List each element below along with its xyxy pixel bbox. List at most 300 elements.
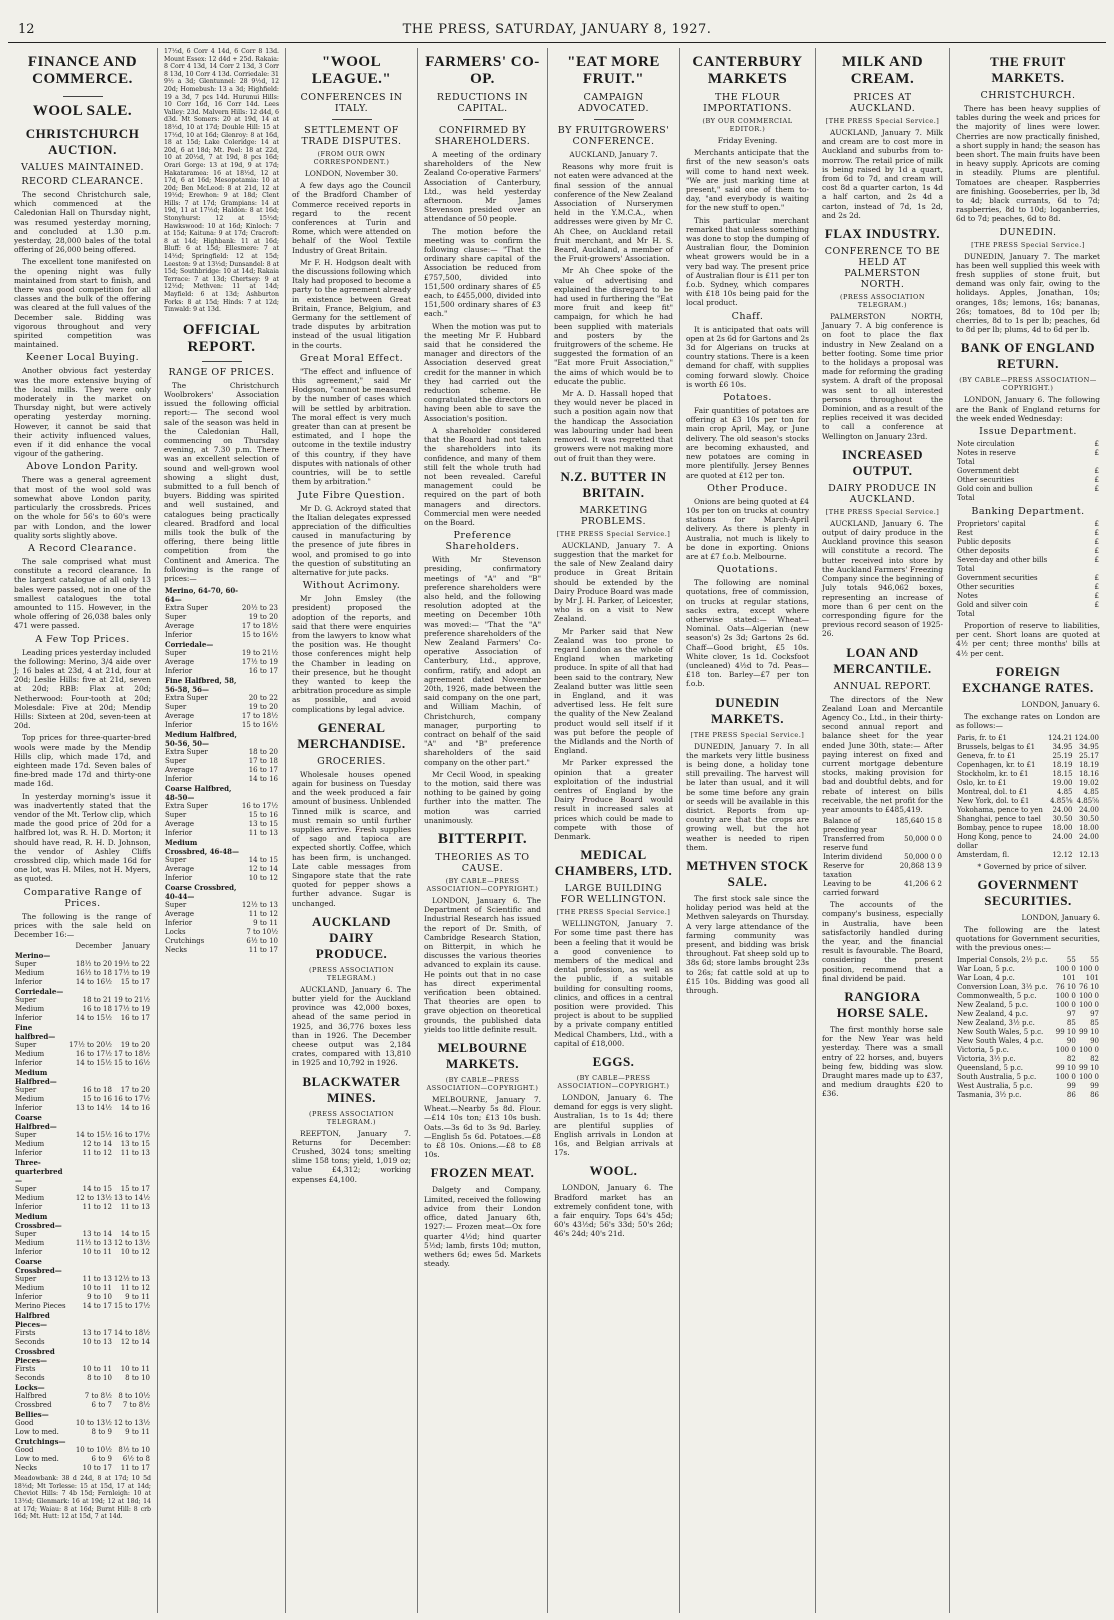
listing-text: 17½d, 6 Corr 4 14d, 6 Corr 8 13d. Mount Essex: 12 d4d + 25d. Rakaia: 8 Corr 4 13d, 14 Corr 2 13d, 3 Corr 8 13d, 10 Corr 4 13d. Corriedale: 31 9½ a 3d; Glentunnel: 28 9½d, 12 20d; Homebush: 13 a 3d; Highfield: 19 a 3d, 7 pcs 14d. Hurunui Hills: 10 Corr 16d, 16 Corr 14d. Lees Valley: 23d. Malvern Hills: 12 d4d, 6 d3d. Mt Somers: 20 at 19d, 14 at 18½d, 10 at 17d; Double Hill: 15 at 17½d, 10 at 16d; Glenroy: 8 at 16d, 18 at 15d; Lake Coleridge: 14 at 20d, 6 at 18d; Mt. Peel: 18 at 22d, 10 at 20½d, 7 at 19d, 8 pcs 16d; Orari Gorge: 13 at 19d, 9 at 17d; Hakataramea: 16 at 18½d, 12 at 17d, 6 at 16d; Mesopotamia: 10 at 20d; Ben McLeod: 8 at 21d, 12 at 19½d; Erewhon: 9 at 18d; Clent Hills: 7 at 17d; Grampians: 14 at 19d, 11 at 17½d; Haldon: 8 at 16d; Stonyhurst: 12 at 15½d; Hawkswood: 10 at 16d; Kinloch: 7 at 15d; Kaituna: 9 at 17d; Cracroft: 8 at 14d; Highbank: 11 at 16d; Bluff: 6 at 15d; Ellesmere: 7 at 14½d; Springfield: 12 at 15d; Leeston: 9 at 13½d; Dunsandel: 8 at 15d; Southbridge: 10 at 14d; Rakaia Terrace: 7 at 13d; Chertsey: 9 at 12½d; Methven: 11 at 14d; Mayfield: 6 at 13d; Ashburton Forks: 8 at 15d; Hinds: 7 at 12d; Tinwald: 9 at 13d.	[164, 48, 279, 314]
row-value: 50,000 0 0	[904, 853, 942, 862]
row-label: Super	[15, 1185, 37, 1194]
row-label: War Loan, 4 p.c.	[957, 973, 1015, 982]
row-value	[113, 1257, 151, 1275]
subhead: A Few Top Prices.	[35, 633, 130, 645]
row-label: Super	[15, 1131, 37, 1140]
paragraph: The exchange rates on London are as follows:—	[956, 712, 1100, 731]
row-value: 4.85⅝	[1076, 796, 1099, 805]
subhead: DUNEDIN.	[999, 226, 1057, 238]
subhead: REDUCTIONS IN CAPITAL.	[436, 92, 529, 114]
table-row	[956, 1010, 1100, 1019]
credit: (PRESS ASSOCIATION TELEGRAM.)	[308, 1109, 395, 1126]
row-value: 16 to 17	[120, 1014, 150, 1023]
subhead: CONFERENCES IN ITALY.	[300, 92, 403, 114]
row-value: 14 to 15	[248, 856, 278, 865]
table-row	[14, 1311, 151, 1329]
table-row	[956, 1001, 1100, 1010]
row-value	[113, 1158, 151, 1185]
row-label: Necks	[15, 1464, 38, 1473]
row-value: 12 to 13½	[75, 1194, 112, 1203]
row-value: 14 to 15½	[75, 1131, 112, 1140]
row-value	[68, 1158, 113, 1185]
row-value: 124.00	[1074, 733, 1099, 742]
paragraph: DUNEDIN, January 7. The market has been well supplied this week with fresh supplies of stone fruit, but demand was only fair, owing to the holidays. Apples, Jonathan, 10s; oranges, 18s; lemons, 16s; bananas, 26s; tomatoes, 8d to 10d per lb; cherries, 8d to 1s per lb; peaches, 6d to 8d per lb; plums, 4d to 6d per lb.	[956, 251, 1100, 335]
row-value: 17½ to 19	[241, 658, 278, 667]
paragraph: Merchants anticipate that the first of the new season's oats will come to hand next week. "We are just marking time at present," said one of them to-day, "and everybody is waiting for the new stuff to open."	[686, 148, 809, 213]
table-row	[14, 1293, 151, 1302]
row-value: 10 to 10½	[75, 1446, 112, 1455]
row-value: 86	[1090, 1090, 1099, 1099]
row-value: 99 10	[1055, 1027, 1076, 1036]
row-value: 18 to 21	[82, 996, 112, 1005]
credit: (BY CABLE—PRESS ASSOCIATION—COPYRIGHT.)	[426, 1076, 539, 1093]
row-value: 19.00	[1052, 778, 1073, 787]
row-value: 8 to 9	[91, 1428, 112, 1437]
paragraph: The second Christchurch sale, which commenced at the Caledonian Hall on Thursday night, was resumed yesterday morning, and concluded at 1.30 p.m. yesterday, 28,000 bales of the total offering of 26,000 being offered.	[14, 190, 151, 255]
row-label: Medium	[15, 1050, 45, 1059]
row-label: Seconds	[15, 1374, 45, 1383]
row-label: Super	[15, 1041, 37, 1050]
row-value	[241, 676, 279, 694]
paragraph: Leading prices yesterday included the following: Merino, 3/4 aide over J; 16 bales at 23d, 4 at 21d, four at 20d; Leslie Hills: five at 21d, seven at 20d; RBB: Flax at 20d; Netherwood: Four-tooth at 20d; Molesdale: Five at 20d; Mendip Hills: Sixteen at 20d, seven-teen at 20d.	[14, 647, 152, 731]
table-row	[14, 1446, 151, 1455]
row-value: 82	[1066, 1054, 1076, 1063]
subhead: Potatoes.	[723, 392, 772, 404]
row-value: 13 to 17	[82, 1329, 112, 1338]
table-row	[956, 992, 1100, 1001]
table-row	[956, 1019, 1100, 1028]
row-label: Average	[165, 712, 195, 721]
row-label: Gold coin and bullion	[957, 485, 1033, 494]
row-value: 10 to 11	[120, 1365, 150, 1374]
table-row	[956, 788, 1100, 797]
row-value: £	[1094, 601, 1099, 610]
subhead: CAMPAIGN ADVOCATED.	[578, 92, 649, 114]
official-price-table	[164, 586, 279, 955]
table-row	[956, 458, 1100, 467]
headline: MEDICAL CHAMBERS, LTD.	[554, 847, 673, 879]
row-label: Super	[165, 613, 187, 622]
headline: N.Z. BUTTER IN BRITAIN.	[560, 468, 667, 500]
table-row	[164, 712, 279, 721]
headline: METHVEN STOCK SALE.	[686, 858, 809, 889]
table-row	[14, 1185, 151, 1194]
paragraph: Wholesale houses opened again for business on Tuesday and the week produced a fair amount of business. Unblended Tinned milk is scarce, and must remain so until further supplies arrive. Fresh supplies of sago and tapioca are expected shortly. Coffee, which has been firm, is unchanged. Late cable messages from Singapore state that the rate quoted for pepper shows a further advance. Sugar is unchanged.	[292, 769, 411, 908]
subhead: CONFERENCE TO BE HELD AT PALMERSTON NORTH.	[824, 246, 941, 291]
table-row	[14, 1068, 151, 1086]
credit: (PRESS ASSOCIATION TELEGRAM.)	[839, 293, 926, 310]
table-row	[14, 1131, 151, 1140]
table-row	[14, 996, 151, 1005]
paragraph: When the motion was put to the meeting Mr F. Hubbard said that he considered the manager and directors of the Association deserved great credit for the manner in which they had carried out the reduction scheme. He congratulated the directors on having been able to save the Association's position.	[424, 321, 541, 423]
row-value	[68, 1383, 113, 1392]
headline: BANK OF ENGLAND RETURN.	[960, 340, 1096, 372]
row-label: Inferior	[15, 1203, 43, 1212]
row-value: 19 to 20	[248, 703, 278, 712]
table-row	[14, 1464, 151, 1473]
table-row	[956, 476, 1100, 485]
row-value: 16 to 17½	[113, 1095, 150, 1104]
table-row	[956, 574, 1100, 583]
row-value: 11 to 13	[120, 1203, 150, 1212]
row-value: 99	[1066, 1081, 1076, 1090]
headline: GENERAL MERCHANDISE.	[297, 719, 406, 751]
row-value	[68, 1257, 113, 1275]
subhead: Quotations.	[716, 564, 779, 576]
row-label: Super	[165, 757, 187, 766]
table-row	[14, 1113, 151, 1131]
row-value: £	[1094, 476, 1099, 485]
row-value	[113, 1023, 151, 1041]
row-value: 8 to 10	[125, 1374, 150, 1383]
headline: RANGIORA HORSE SALE.	[836, 988, 929, 1020]
table-row	[956, 1082, 1100, 1091]
paragraph: PALMERSTON NORTH, January 7. A big conference is on foot to place the flax industry in New Zealand on a better footing. Some time prior to the holidays a proposal was made for reforming the grading system. A draft of the proposal was sent to all interested persons throughout the Dominion, and as a result of the replies received it was decided to call a conference at Wellington on January 23rd.	[822, 312, 943, 441]
row-label: Queensland, 5 p.c.	[957, 1063, 1024, 1072]
paragraph: LONDON, January 6. The Bradford market has an extremely confident tone, with a fair enquiry. Tops 64's 45d; 60's 43½d; 56's 33d; 50's 26d; 46's 24d; 40's 21d.	[554, 1183, 673, 1239]
table-row	[164, 865, 279, 874]
subhead: Chaff.	[731, 310, 764, 322]
row-value: 124.21	[1048, 733, 1073, 742]
row-value: 15 to 16	[248, 811, 278, 820]
row-value	[68, 1410, 113, 1419]
paragraph: Mr Parker expressed the opinion that a greater exploitation of the industrial centres of England by the Dairy Produce Board would result in increased sales at prices which could be made to compete with those of Denmark.	[554, 758, 673, 841]
column-wool-league	[286, 48, 418, 1613]
row-value: 10 to 13½	[75, 1419, 112, 1428]
row-value: 19 to 20	[248, 613, 278, 622]
row-label: Inferior	[15, 1014, 43, 1023]
row-value: 9 to 11	[125, 1428, 150, 1437]
paragraph: A shareholder considered that the Board had not taken the shareholders into its confidence, and many of them still felt the whole truth had not been revealed. Careful management could be required on the part of both managers and directors. Commercial men were needed on the Board.	[424, 425, 541, 527]
paragraph: There has been heavy supplies of tables during the week and prices for the majority of lines were lower. Cherries are now practically finished, a short supply in hand; the season has been short. The main fruits have been in heavy supply. Apricots are coming in steadily. Plums are plentiful. Tomatoes are cheaper. Raspberries are finishing. Gooseberries, per lb, 3d to 4d; black currants, 6d to 7d; raspberries, 8d to 10d; loganberries, 6d to 7d; peaches, 6d to 8d.	[956, 104, 1100, 224]
row-value: 18.19	[1078, 760, 1099, 769]
row-label: Government debt	[957, 467, 1020, 476]
row-label: Victoria, 3½ p.c.	[957, 1054, 1016, 1063]
row-value	[241, 883, 279, 901]
row-label: New York, dol. to £1	[957, 796, 1030, 805]
row-value	[113, 1383, 151, 1392]
subhead: Preference Shareholders.	[445, 530, 520, 553]
table-row	[14, 1140, 151, 1149]
row-value: 99 10	[1078, 1027, 1099, 1036]
headline-christchurch-auction: CHRISTCHURCH AUCTION.	[25, 126, 140, 157]
row-value: 9 to 11	[125, 1293, 150, 1302]
headline: DUNEDIN MARKETS.	[711, 694, 784, 726]
row-value: £	[1094, 485, 1099, 494]
row-value: 100 0	[1055, 1000, 1076, 1009]
row-value: 12 to 14	[120, 1338, 150, 1347]
table-row	[956, 1046, 1100, 1055]
table-row	[956, 440, 1100, 449]
headline: BITTERPIT.	[437, 831, 528, 848]
row-value: £	[1094, 449, 1099, 458]
row-value: 17½ to 19	[113, 969, 150, 978]
row-value	[113, 1113, 151, 1131]
row-label: Medium	[15, 1005, 45, 1014]
row-value: 100 0	[1078, 1000, 1099, 1009]
row-value: 97	[1090, 1009, 1099, 1018]
row-value: 10 to 12	[248, 874, 278, 883]
row-value: £	[1094, 547, 1099, 556]
row-value: 10 to 11	[82, 1365, 112, 1374]
subhead: THEORIES AS TO CAUSE.	[435, 852, 530, 875]
divider	[594, 119, 634, 120]
row-label: Total	[957, 610, 975, 619]
table-row	[822, 880, 943, 898]
row-label: Tasmania, 3½ p.c.	[957, 1090, 1022, 1099]
table-row	[14, 1383, 151, 1392]
table-row	[14, 1041, 151, 1050]
row-label: Coarse Crossbred—	[15, 1257, 62, 1276]
row-value	[68, 1212, 113, 1230]
table-row	[14, 1086, 151, 1095]
row-value	[1089, 494, 1100, 503]
row-label: Fine halfbred—	[15, 1023, 56, 1042]
row-value: 18.15	[1052, 769, 1073, 778]
subhead: Great Moral Effect.	[299, 352, 404, 364]
row-label: Super	[15, 1275, 37, 1284]
row-label: Halfbred	[15, 1392, 47, 1401]
row-label: Super	[165, 811, 187, 820]
row-value: 17½ to 20½	[69, 1041, 112, 1050]
row-value: 185,640 15 8	[895, 817, 942, 826]
table-row	[822, 817, 943, 835]
row-value: 100 0	[1078, 1072, 1099, 1081]
row-value: 14 to 15	[120, 1230, 150, 1239]
row-value	[241, 640, 279, 649]
row-value: 8 to 10½	[118, 1392, 150, 1401]
paragraph: Fair quantities of potatoes are offering at £3 10s per ton for main crop April, May, or June delivery. The old season's stocks are becoming exhausted, and new potatoes are coming in more plentifully. Jersey Bennes are quoted at £12 per ton.	[686, 406, 809, 480]
row-value: 15 to 17	[120, 1185, 150, 1194]
row-value: 41,206 6 2	[904, 880, 942, 889]
dateline: Friday Evening.	[717, 136, 778, 145]
row-value: 100 0	[1078, 1045, 1099, 1054]
credit: (BY CABLE—PRESS ASSOCIATION—COPYRIGHT.)	[557, 1074, 670, 1091]
headline-wool-league: "WOOL LEAGUE."	[311, 54, 392, 87]
row-value: 11 to 17	[120, 1464, 150, 1473]
table-row	[164, 703, 279, 712]
row-label: Copenhagen, kr. to £1	[957, 760, 1036, 769]
row-label: Geneva, fr. to £1	[957, 751, 1016, 760]
row-value: 7 to 8½	[122, 1401, 150, 1410]
row-value: 18.00	[1078, 823, 1099, 832]
table-row	[164, 919, 279, 928]
row-label: Super	[15, 1086, 37, 1095]
row-value: 10 to 12	[120, 1248, 150, 1257]
row-value: 14 to 17	[82, 1302, 112, 1311]
credit: [THE PRESS Special Service.]	[556, 529, 671, 538]
table-row	[956, 743, 1100, 752]
table-row	[164, 802, 279, 811]
row-label: Crossbred Pieces—	[15, 1347, 55, 1366]
row-value: 25.19	[1052, 751, 1073, 760]
row-label: Other deposits	[957, 547, 1010, 556]
row-label: Merino Pieces	[15, 1302, 66, 1311]
row-value: 50,000 0 0	[904, 835, 942, 844]
row-value: 9 to 11	[253, 919, 278, 928]
subhead: LARGE BUILDING FOR WELLINGTON.	[560, 883, 667, 906]
row-label: Oslo, kr. to £1	[957, 778, 1007, 787]
row-label: Good	[15, 1446, 34, 1455]
row-value	[113, 951, 151, 960]
row-value: 20 to 22	[248, 694, 278, 703]
table-row	[14, 1104, 151, 1113]
row-label: Inferior	[15, 1149, 43, 1158]
row-value: 99	[1090, 1081, 1099, 1090]
row-value: 18.00	[1052, 823, 1073, 832]
table-row	[956, 583, 1100, 592]
gov-securities-table	[956, 956, 1100, 1100]
divider	[63, 96, 103, 97]
paragraph: The sale comprised what must constitute a record clearance. In the largest catalogue of all only 13 bales were passed, not in one of the smallest catalogues the total amounted to 115. However, in the whole offering of 26,038 bales only 471 were passed.	[14, 556, 151, 631]
row-value: 85	[1066, 1018, 1076, 1027]
row-value: 4.85	[1083, 787, 1099, 796]
row-label: New Zealand, 5 p.c.	[957, 1000, 1029, 1009]
row-value: 11 to 12	[248, 910, 278, 919]
row-label: Super	[165, 703, 187, 712]
headline: INCREASED OUTPUT.	[841, 446, 924, 478]
row-label: Inferior	[15, 1104, 43, 1113]
row-label: Medium	[15, 969, 45, 978]
subhead: Other Produce.	[707, 482, 788, 494]
table-row	[14, 1302, 151, 1311]
row-label: Good	[15, 1419, 34, 1428]
row-value: 13 to 14½	[75, 1104, 112, 1113]
row-label: Firsts	[15, 1365, 36, 1374]
row-value: 85	[1090, 1018, 1099, 1027]
row-label: Coarse Crossbred, 40-44—	[165, 883, 237, 902]
row-label: Rest	[957, 529, 973, 538]
row-value: 20½ to 23	[241, 604, 278, 613]
column-milk-and-cream	[816, 48, 950, 1613]
table-row	[164, 640, 279, 649]
subhead: Keener Local Buying.	[25, 352, 140, 364]
dateline: LONDON, January 6.	[1021, 912, 1100, 922]
table-row	[14, 1455, 151, 1464]
row-label: New Zealand, 4 p.c.	[957, 1009, 1029, 1018]
row-label: New South Wales, 4 p.c.	[957, 1036, 1044, 1045]
table-row	[956, 851, 1100, 860]
table-row	[956, 529, 1100, 538]
table-row	[164, 910, 279, 919]
row-label: Average	[165, 820, 195, 829]
table-row	[14, 1050, 151, 1059]
row-value: 14 to 15½	[75, 1059, 112, 1068]
paragraph: DUNEDIN, January 7. In all the markets very little business is being done, a holiday tone still prevailing. The harvest will be later than usual, and it will be some time before any grain or seeds will be available in this district. Reports from up-country are that the crops are growing well, but the hot weather is needed to ripen them.	[686, 741, 809, 852]
range-col-header: December	[75, 942, 112, 951]
row-value: 13 to 14	[82, 1230, 112, 1239]
row-label: Total	[957, 565, 975, 574]
paragraph: Mr D. G. Ackroyd stated that the Italian delegates expressed appreciation of the difficulties caused in manufacturing by the presence of jute fibres in wool, and promised to go into the question of substituting an alternative for jute packs.	[292, 503, 411, 577]
table-row	[956, 761, 1100, 770]
row-label: Coarse Halfbred, 48-50—	[165, 784, 232, 803]
table-row	[14, 1410, 151, 1419]
row-value: 34.95	[1078, 742, 1099, 751]
table-row	[14, 951, 151, 960]
subhead-record: RECORD CLEARANCE.	[21, 176, 144, 187]
column-eat-more-fruit	[548, 48, 680, 1613]
row-label: Inferior	[15, 1248, 43, 1257]
row-value: 18.16	[1078, 769, 1099, 778]
row-value: 6 to 9	[91, 1455, 112, 1464]
row-value: 13 to 15	[248, 820, 278, 829]
row-value: 15 to 17	[120, 978, 150, 987]
table-row	[14, 1284, 151, 1293]
row-value: 100 0	[1055, 964, 1076, 973]
row-value: 16 to 18	[82, 1086, 112, 1095]
row-value	[68, 1068, 113, 1086]
row-value: 19.02	[1078, 778, 1099, 787]
subhead: Jute Fibre Question.	[297, 489, 406, 501]
table-row	[14, 1392, 151, 1401]
row-label: Extra Super	[165, 802, 208, 811]
paragraph: Mr Cecil Wood, in speaking to the motion, said there was nothing to be gained by going further into the matter. The motion was carried unanimously.	[424, 769, 541, 825]
row-value: 15 to 16½	[113, 1059, 150, 1068]
paragraph: Mr A. D. Hassall hoped that they would never be placed in such a position again now that the handicap the Association was labouring under had been removed. It was regretted that growers were not making more out of fruit than they were.	[554, 389, 673, 463]
row-label: New Zealand, 3½ p.c.	[957, 1018, 1035, 1027]
row-label: Balance of preceding year	[823, 817, 877, 835]
subhead-range-of-prices: RANGE OF PRICES.	[168, 366, 275, 378]
row-value	[241, 730, 279, 748]
row-value	[113, 987, 151, 996]
row-value: 17 to 20	[120, 1086, 150, 1095]
row-value	[113, 1437, 151, 1446]
row-value: 17 to 18½	[113, 1050, 150, 1059]
row-value	[68, 987, 113, 996]
table-row	[822, 853, 943, 862]
row-value: 6½ to 10	[246, 937, 278, 946]
row-value: 4.85⅝	[1050, 796, 1073, 805]
table-row	[14, 1212, 151, 1230]
headline: AUCKLAND DAIRY PRODUCE.	[311, 913, 392, 961]
headline: CANTERBURY MARKETS	[692, 54, 803, 87]
divider	[463, 119, 503, 120]
row-label: Seconds	[15, 1338, 45, 1347]
table-row	[14, 978, 151, 987]
paragraph: Mr John Emsley (the president) proposed the adoption of the reports, and said that there were enquiries from the lawyers to know what the position was. He thought those conferences might help the Chamber in leading on their presence, but he thought they wanted to keep the arbitration procedure as simple as possible, and avoid complications by legal advice.	[292, 594, 411, 714]
row-label: Inferior	[165, 874, 193, 883]
table-row	[14, 1230, 151, 1239]
paragraph: LONDON, January 6. The following are the Bank of England returns for the week ended Wednesday:	[956, 395, 1100, 423]
row-label: Yokohama, pence to yen	[957, 805, 1043, 814]
row-value: 14 to 16	[120, 1104, 150, 1113]
table-row	[822, 835, 943, 853]
row-label: Medium	[15, 1095, 45, 1104]
row-label: Locks—	[15, 1383, 45, 1393]
row-value: 76 10	[1055, 982, 1076, 991]
table-row	[14, 1365, 151, 1374]
row-label: Crutchings	[165, 937, 205, 946]
row-value	[1089, 458, 1100, 467]
subhead-range: Comparative Range of Prices.	[23, 886, 142, 909]
row-value: 16 to 17½	[75, 1050, 112, 1059]
paragraph: "The effect and influence of this agreement," said Mr Hodgson, "cannot be measured by the number of cases which will be settled by arbitration. The moral effect is very much greater than can at present be estimated, and I hope the outcome in the textile industry of this country, if they have disputes with nationals of other countries, will be to settle them by arbitration."	[292, 366, 411, 487]
table-row	[14, 1401, 151, 1410]
paragraph: The following is the range of prices with the sale held on December 16:—	[14, 911, 151, 940]
row-value: 100 0	[1055, 1045, 1076, 1054]
row-value: 17 to 18	[248, 757, 278, 766]
table-row	[956, 1037, 1100, 1046]
table-row	[164, 946, 279, 955]
credit: (BY CABLE—PRESS ASSOCIATION—COPYRIGHT.)	[426, 877, 539, 894]
table-row	[14, 1428, 151, 1437]
row-value: 101	[1085, 973, 1099, 982]
paragraph: Top prices for three-quarter-bred wools were made by the Mendip Hills clip, which made 17d, and eighteen made 17d. Seven bales of fine-bred made 17d and thirty-one made 16d.	[14, 733, 151, 789]
row-label: Medium	[15, 1239, 45, 1248]
row-value	[68, 1311, 113, 1329]
row-value: 12.12	[1052, 850, 1073, 859]
row-value: 15 to 16½	[241, 631, 278, 640]
